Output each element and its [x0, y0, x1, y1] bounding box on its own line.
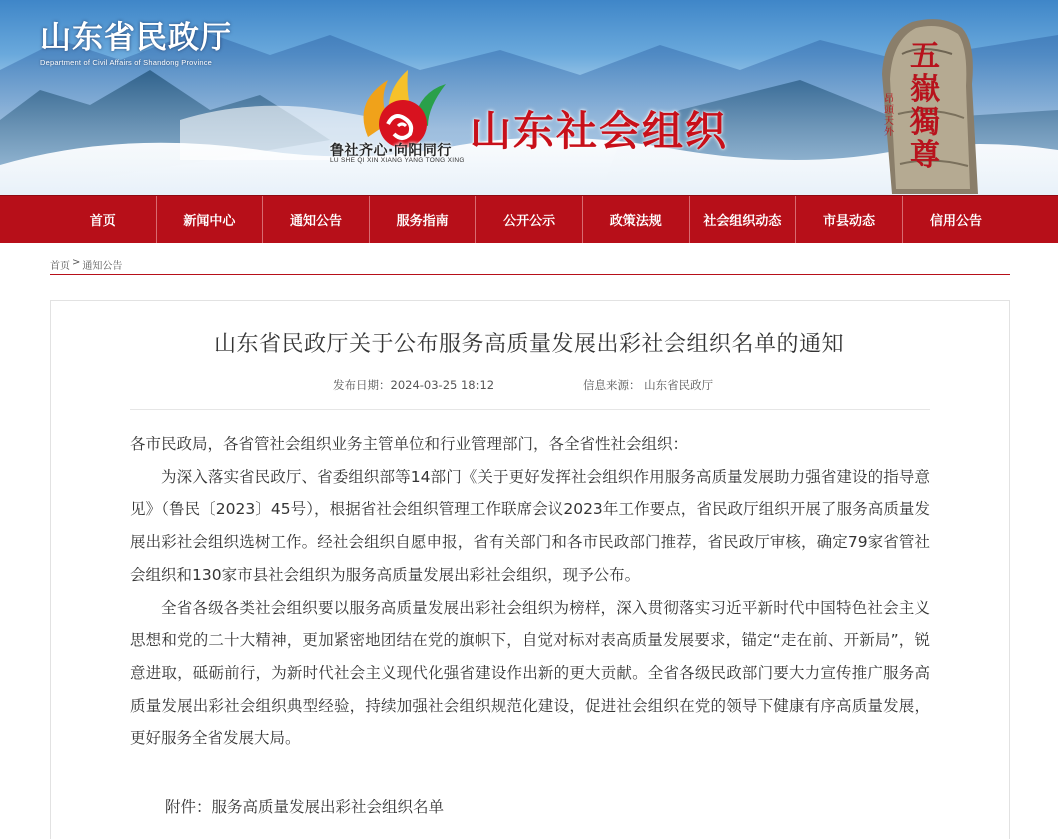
rock-inscription: 五嶽獨尊 [910, 39, 940, 173]
nav-item-city-news[interactable]: 市县动态 [796, 196, 903, 243]
attachment-link[interactable]: 附件：服务高质量发展出彩社会组织名单 [165, 798, 445, 816]
salutation: 各市民政局，各省管社会组织业务主管单位和行业管理部门，各全省性社会组织： [130, 435, 689, 453]
department-name-cn: 山东省民政厅 [40, 20, 232, 56]
rock-side-inscription: 昂頭天外 [884, 94, 894, 138]
department-logo[interactable] [40, 20, 232, 67]
nav-item-credit-notices[interactable]: 信用公告 [930, 214, 983, 229]
nav-item-service-guide[interactable]: 服务指南 [370, 196, 477, 243]
site-title: 山东社会组织 [470, 107, 728, 155]
breadcrumb-home-link[interactable]: 首页 [50, 261, 70, 272]
info-source: 信息来源： 山东省民政厅 [583, 378, 714, 392]
slogan-text: 鲁社齐心·向阳同行 [330, 143, 452, 159]
nav-item-home[interactable]: 首页 [50, 196, 157, 243]
breadcrumb-separator: > [72, 257, 81, 268]
paragraph: 为深入落实省民政厅、省委组织部等14部门《关于更好发挥社会组织作用服务高质量发展助力强省建设的指导意见》（鲁民〔2023〕45号），根据省社会组织管理工作联席会议2023年工作要点，省民政厅组织开展了服务高质量发展出彩社会组织选树工作。经社会组织自愿申报，省有关部门和各市民政部门推荐，省民政厅审核，确定79家省管社会组织和130家市县社会组织为服务高质量发展出彩社会组织，现予公布。 [130, 467, 930, 584]
publish-date: 发布日期：2024-03-25 18:12 [333, 378, 495, 392]
article-title: 山东省民政厅关于公布服务高质量发展出彩社会组织名单的通知 [213, 332, 844, 357]
breadcrumb [50, 257, 122, 272]
nav-item-news-center[interactable]: 新闻中心 [157, 196, 264, 243]
nav-item-policies[interactable]: 政策法规 [583, 196, 690, 243]
breadcrumb-divider [50, 274, 1010, 275]
slogan-pinyin: LU SHE QI XIN XIANG YANG TONG XING [330, 157, 465, 164]
paragraph: 全省各级各类社会组织要以服务高质量发展出彩社会组织为榜样，深入贯彻落实习近平新时代中国特色社会主义思想和党的二十大精神，更加紧密地团结在党的旗帜下，自觉对标对表高质量发展要求，锚定“走在前、开新局”，锐意进取，砥砺前行，为新时代社会主义现代化强省建设作出新的更大贡献。全省各级民政部门要大力宣传推广服务高质量发展出彩社会组织典型经验，持续加强社会组织规范化建设，促进社会组织在党的领导下健康有序高质量发展，更好服务全省发展大局。 [130, 598, 930, 748]
nav-item-notices[interactable]: 通知公告 [263, 196, 370, 243]
department-name-en: Department of Civil Affairs of Shandong Province [40, 58, 213, 67]
header-banner [0, 0, 1058, 195]
meta-divider [130, 409, 930, 410]
nav-item-public-disclosure[interactable]: 公开公示 [476, 196, 583, 243]
nav-item-org-news[interactable]: 社会组织动态 [690, 196, 797, 243]
breadcrumb-current-link[interactable]: 通知公告 [82, 261, 123, 272]
main-nav [0, 195, 1058, 243]
article-body [130, 428, 930, 755]
